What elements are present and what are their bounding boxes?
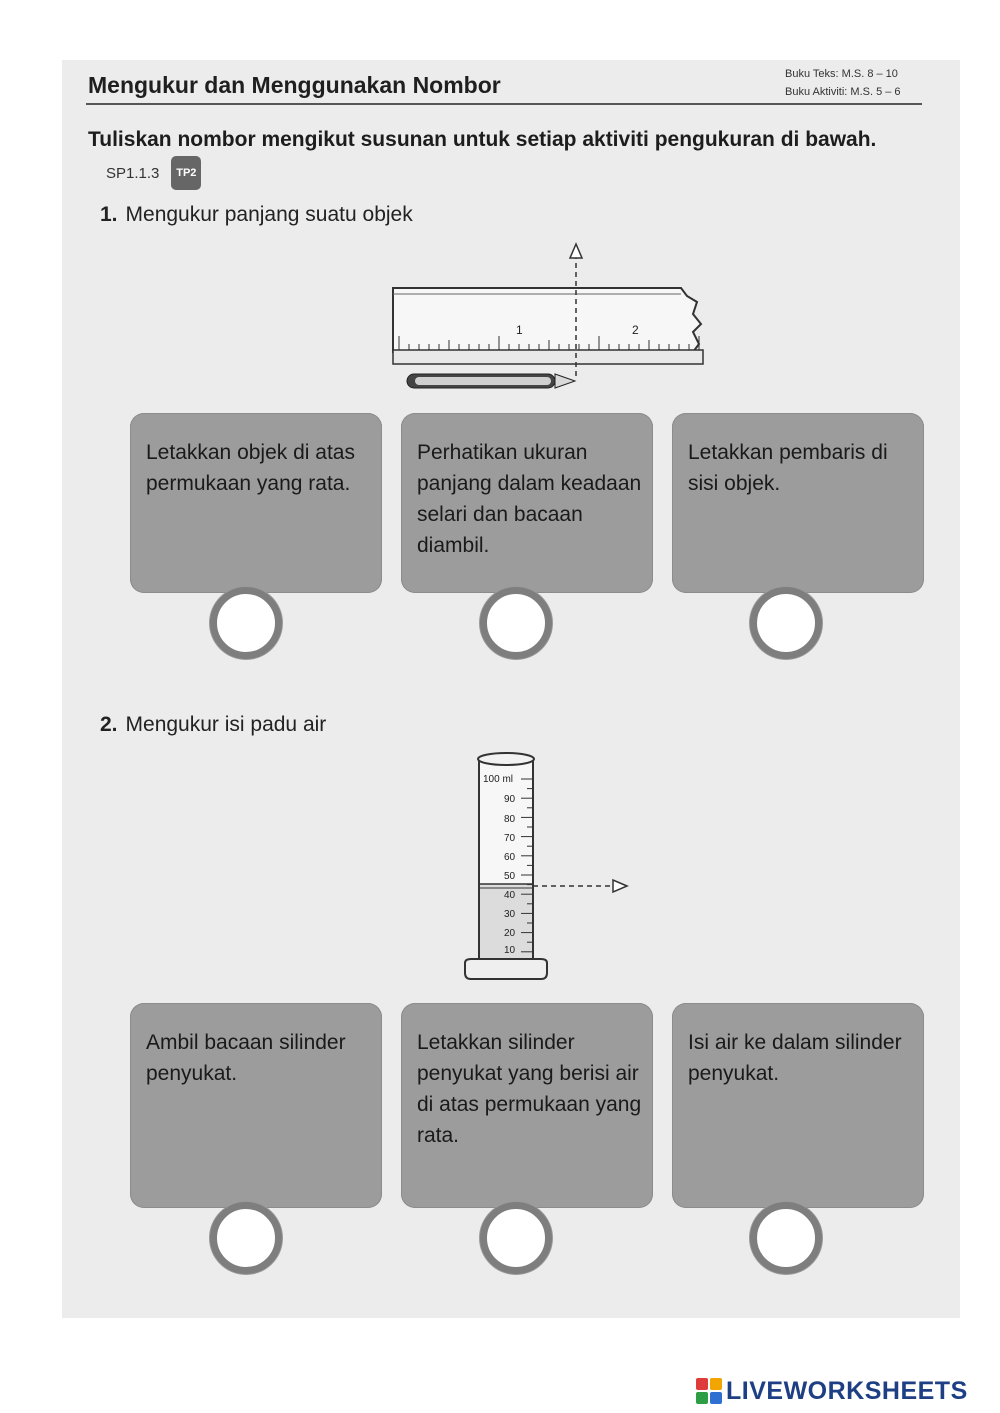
ruler-label-2: 2	[632, 323, 639, 337]
arrow-right-icon	[613, 880, 627, 892]
question-1-title	[100, 203, 413, 227]
answer-circle-input[interactable]	[210, 587, 282, 659]
step-card	[401, 413, 653, 593]
tp-badge: TP2	[171, 156, 201, 190]
activity-book-reference: Buku Aktiviti: M.S. 5 – 6	[785, 86, 901, 98]
cylinder-label: 60	[504, 852, 516, 863]
ruler	[393, 350, 703, 364]
cylinder-label: 100 ml	[483, 774, 514, 785]
measured-object	[393, 288, 701, 352]
question-2-text: Mengukur isi padu air	[125, 713, 327, 736]
answer-circle-input[interactable]	[210, 1202, 282, 1274]
liveworksheets-logo-icon	[696, 1378, 722, 1404]
cylinder-label: 90	[504, 794, 516, 805]
ruler-illustration	[385, 240, 715, 400]
step-card-text: Isi air ke dalam silinder penyukat.	[688, 1031, 902, 1085]
step-card	[130, 1003, 382, 1208]
ruler-label-1: 1	[516, 323, 523, 337]
step-card-text: Letakkan objek di atas permukaan yang rata.	[146, 441, 355, 495]
pencil-icon	[407, 374, 575, 388]
arrow-up-icon	[570, 244, 582, 258]
question-1-text: Mengukur panjang suatu objek	[125, 203, 413, 226]
instruction-body: Tuliskan nombor mengikut susunan untuk setiap aktiviti pengukuran di bawah.	[88, 128, 877, 151]
step-card	[672, 413, 924, 593]
cylinder-label: 30	[504, 909, 516, 920]
liveworksheets-watermark[interactable]: LIVEWORKSHEETS	[726, 1377, 968, 1405]
cylinder-label: 10	[504, 945, 516, 956]
sp-code: SP1.1.3	[106, 165, 160, 182]
page-title: Mengukur dan Menggunakan Nombor	[88, 72, 501, 98]
question-2-title	[100, 713, 326, 737]
cylinder-label: 70	[504, 833, 516, 844]
step-card-text: Letakkan pembaris di sisi objek.	[688, 441, 888, 495]
answer-circle-input[interactable]	[480, 1202, 552, 1274]
step-card-text: Ambil bacaan silinder penyukat.	[146, 1031, 346, 1085]
question-2-number: 2.	[100, 713, 118, 736]
step-card	[401, 1003, 653, 1208]
answer-circle-input[interactable]	[480, 587, 552, 659]
cylinder-base	[465, 959, 547, 979]
answer-circle-input[interactable]	[750, 587, 822, 659]
question-1-number: 1.	[100, 203, 118, 226]
step-card	[130, 413, 382, 593]
answer-circle-input[interactable]	[750, 1202, 822, 1274]
step-card-text: Perhatikan ukuran panjang dalam keadaan selari dan bacaan diambil.	[417, 441, 642, 557]
cylinder-label: 20	[504, 928, 516, 939]
measuring-cylinder-illustration	[455, 745, 655, 985]
header-divider	[86, 103, 922, 105]
instruction-text	[88, 124, 928, 190]
step-card-text: Letakkan silinder penyukat yang berisi air di atas permukaan yang rata.	[417, 1031, 642, 1147]
cylinder-label: 50	[504, 871, 516, 882]
cylinder-label: 40	[504, 890, 516, 901]
step-card	[672, 1003, 924, 1208]
textbook-reference: Buku Teks: M.S. 8 – 10	[785, 68, 898, 80]
cylinder-label: 80	[504, 814, 516, 825]
